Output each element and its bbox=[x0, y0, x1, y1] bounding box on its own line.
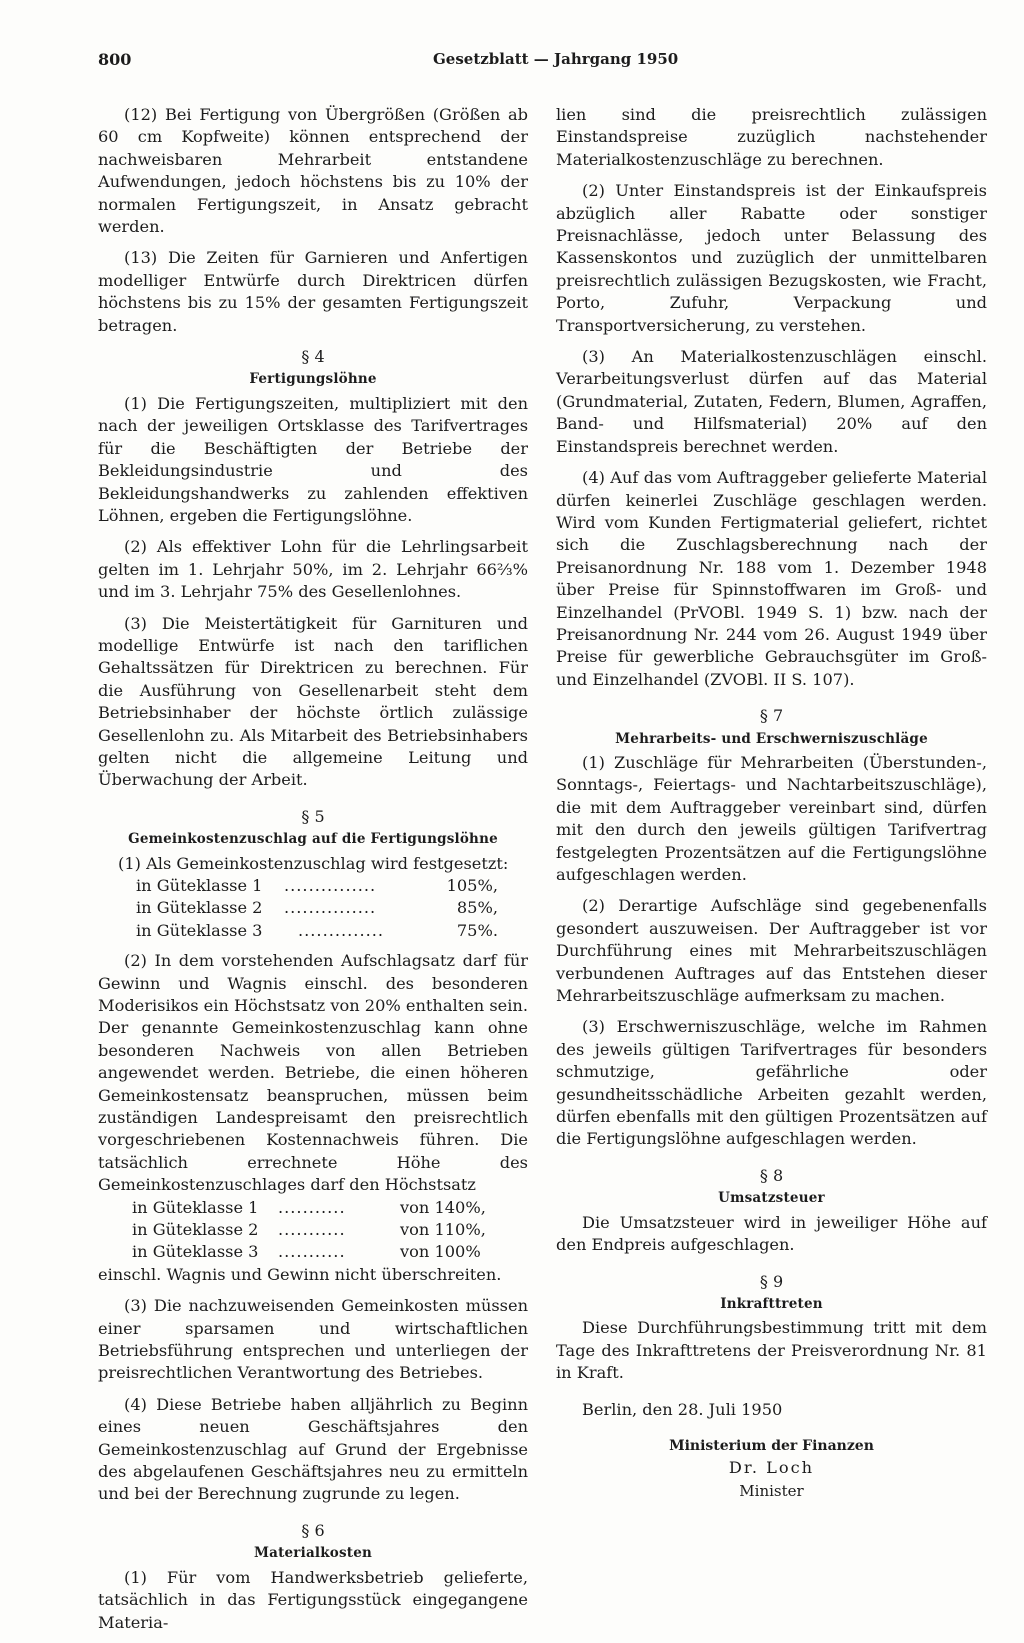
rate-value: 75%. bbox=[456, 920, 498, 940]
rate-row bbox=[98, 920, 528, 942]
rate-label: in Güteklasse 1 bbox=[132, 1197, 259, 1217]
section-5-paragraph-4: (4) Diese Betriebe haben alljährlich zu Beginn eines neuen Geschäftsjahres den Gemeinkostenzuschlag auf Grund der Ergebnisse des abgelaufenen Geschäftsjahres neu zu ermitteln und bei der Berechnung zugrunde zu legen. bbox=[98, 1394, 528, 1504]
section-8-paragraph-1: Die Umsatzsteuer wird in jeweiliger Höhe auf den Endpreis aufgeschlagen. bbox=[556, 1212, 987, 1255]
section-7-heading: Mehrarbeits- und Erschwerniszuschläge bbox=[615, 730, 928, 747]
section-6-paragraph-4: (4) Auf das vom Auftraggeber gelieferte Material dürfen keinerlei Zuschläge geschlagen werden. Wird vom Kunden Fertigmaterial geliefert, richtet sich die Zuschlagsberechnung nach der Preisanordnung Nr. 188 vom 1. Dezember 1948 über Preise für Spinnstoffwaren im Groß- und Einzelhandel (PrVOBl. 1949 S. 1) bzw. nach der Preisanordnung Nr. 244 vom 26. August 1949 über Preise für gewerbliche Gebrauchsgüter im Groß- und Einzelhandel (ZVOBl. II S. 107). bbox=[556, 468, 987, 689]
rate-row bbox=[98, 1219, 528, 1241]
rate-row bbox=[98, 875, 528, 897]
rate-label: in Güteklasse 2 bbox=[132, 1220, 259, 1240]
section-6-paragraph-1-cont: lien sind die preisrechtlich zulässigen Einstandspreise zuzüglich nachstehender Materialkostenzuschläge zu berechnen. bbox=[556, 105, 987, 169]
section-6-paragraph-2: (2) Unter Einstandspreis ist der Einkaufspreis abzüglich aller Rabatte oder sonstiger Preisnachlässe, jedoch unter Belassung des Kassenskontos und zuzüglich der unmittelbaren preisrechtlich zulässigen Bezugskosten, wie Fracht, Porto, Zufuhr, Verpackung und Transportversicherung, zu verstehen. bbox=[556, 181, 987, 335]
section-4-paragraph-3: (3) Die Meistertätigkeit für Garnituren und modellige Entwürfe ist nach den tariflichen Gehaltssätzen für Direktricen zu berechnen. Für die Ausführung von Gesellenarbeit steht dem Betriebsinhaber der höchste örtlich zulässige Gesellenlohn zu. Als Mitarbeit des Betriebsinhabers gelten nicht die allgemeine Leitung und Überwachung der Arbeit. bbox=[98, 613, 528, 790]
rate-value: von 100% bbox=[400, 1242, 481, 1262]
right-column bbox=[556, 104, 987, 1502]
section-4-heading: Fertigungslöhne bbox=[249, 371, 377, 388]
section-5-heading: Gemeinkostenzuschlag auf die Fertigungslöhne bbox=[128, 831, 498, 848]
section-9-paragraph-1: Diese Durchführungsbestimmung tritt mit dem Tage des Inkrafttretens der Preisverordnung Nr. 81 in Kraft. bbox=[556, 1318, 987, 1383]
signatory-role: Minister bbox=[739, 1481, 804, 1500]
rate-leader: ........... bbox=[278, 1197, 346, 1217]
section-9-heading: Inkrafttreten bbox=[720, 1295, 823, 1312]
section-4-paragraph-2: (2) Als effektiver Lohn für die Lehrlingsarbeit gelten im 1. Lehrjahr 50%, im 2. Lehrjahr 66⅔% und im 3. Lehrjahr 75% des Gesellenlohnes. bbox=[98, 537, 528, 602]
left-column bbox=[98, 104, 528, 1643]
rate-label: in Güteklasse 2 bbox=[136, 898, 263, 918]
rate-value: von 110%, bbox=[400, 1220, 486, 1240]
rate-leader: ............... bbox=[284, 876, 377, 895]
section-5-intro: (1) Als Gemeinkostenzuschlag wird festgesetzt: bbox=[118, 853, 509, 873]
section-5-paragraph-2: (2) In dem vorstehenden Aufschlagsatz darf für Gewinn und Wagnis einschl. des besonderen Moderisikos ein Höchstsatz von 20% enthalten sein. Der genannte Gemeinkostenzuschlag kann ohne besonderen Nachweis von allen Betrieben angewendet werden. Betriebe, die einen höheren Gemeinkostensatz beanspruchen, müssen beim zuständigen Landespreisamt den preisrechtlich vorgeschriebenen Kostennachweis führen. Die tatsächlich errechnete Höhe des Gemeinkostenzuschlages darf den Höchstsatz bbox=[98, 951, 528, 1195]
section-6-paragraph-3: (3) An Materialkostenzuschlägen einschl. Verarbeitungsverlust dürfen auf das Material (Grundmaterial, Zutaten, Federn, Blumen, Agraffen, Band- und Hilfsmaterial) 20% auf den Einstandspreis berechnet werden. bbox=[556, 347, 987, 456]
paragraph-12: (12) Bei Fertigung von Übergrößen (Größen ab 60 cm Kopfweite) können entsprechend der nachweisbaren Mehrarbeit entstandene Aufwendungen, jedoch höchstens bis zu 10% der normalen Fertigungszeit, in Ansatz gebracht werden. bbox=[98, 105, 528, 237]
page-header bbox=[98, 50, 986, 76]
rate-label: in Güteklasse 3 bbox=[132, 1242, 259, 1262]
rate-value: von 140%, bbox=[400, 1197, 486, 1217]
rate-value: 105%, bbox=[446, 876, 498, 895]
section-6-paragraph-1-start: (1) Für vom Handwerksbetrieb gelieferte, tatsächlich in das Fertigungsstück eingegangene Materia- bbox=[98, 1567, 528, 1632]
section-6-heading: Materialkosten bbox=[253, 1545, 373, 1562]
page-number: 800 bbox=[98, 50, 132, 69]
section-9-number: § 9 bbox=[759, 1271, 784, 1291]
rate-row bbox=[98, 1197, 528, 1219]
section-6-number: § 6 bbox=[301, 1520, 325, 1540]
rate-leader: .............. bbox=[298, 920, 385, 940]
rate-leader: ............... bbox=[284, 898, 377, 918]
rates-table-2 bbox=[98, 1197, 528, 1264]
section-8-heading: Umsatzsteuer bbox=[718, 1190, 825, 1207]
section-7-paragraph-3: (3) Erschwerniszuschläge, welche im Rahmen des jeweils gültigen Tarifvertrages für besonders schmutzige, gefährliche oder gesundheitsschädliche Arbeiten gezahlt werden, dürfen ebenfalls mit den gültigen Prozentsätzen auf die Fertigungslöhne aufgeschlagen werden. bbox=[556, 1017, 987, 1149]
rate-leader: ........... bbox=[278, 1242, 346, 1262]
place-date: Berlin, den 28. Juli 1950 bbox=[582, 1399, 783, 1419]
rate-leader: ........... bbox=[278, 1220, 346, 1240]
section-5-number: § 5 bbox=[301, 806, 325, 826]
rate-value: 85%, bbox=[456, 898, 498, 918]
rate-row bbox=[98, 1241, 528, 1263]
section-8-number: § 8 bbox=[759, 1165, 784, 1185]
section-5-paragraph-3: (3) Die nachzuweisenden Gemeinkosten müssen einer sparsamen und wirtschaftlichen Betriebsführung entsprechen und unterliegen der preisrechtlichen Verantwortung des Betriebes. bbox=[98, 1296, 528, 1383]
section-4-number: § 4 bbox=[301, 347, 325, 367]
signature-block bbox=[556, 1435, 987, 1502]
section-7-paragraph-2: (2) Derartige Aufschläge sind gegebenenfalls gesondert auszuweisen. Der Auftraggeber ist vor Durchführung eines mit Mehrarbeitszuschlägen verbundenen Auftrages auf das Entstehen dieser Mehrarbeitszuschläge aufmerksam zu machen. bbox=[556, 896, 987, 1006]
journal-title: Gesetzblatt — Jahrgang 1950 bbox=[433, 50, 679, 68]
section-4-paragraph-1: (1) Die Fertigungszeiten, multipliziert mit den nach der jeweiligen Ortsklasse des Tarifvertrages für die Beschäftigten der Betriebe der Bekleidungsindustrie und des Bekleidungshandwerks zu zahlenden effektiven Löhnen, ergeben die Fertigungslöhne. bbox=[98, 393, 528, 525]
rate-label: in Güteklasse 1 bbox=[136, 876, 263, 895]
rates-table-1 bbox=[98, 875, 528, 942]
paragraph-13: (13) Die Zeiten für Garnieren und Anfertigen modelliger Entwürfe durch Direktricen dürfen höchstens bis zu 15% der gesamten Fertigungszeit betragen. bbox=[98, 248, 528, 335]
rate-row bbox=[98, 897, 528, 919]
rate-label: in Güteklasse 3 bbox=[136, 920, 263, 940]
section-7-number: § 7 bbox=[759, 706, 784, 726]
signatory-name: Dr. Loch bbox=[728, 1458, 815, 1478]
section-7-paragraph-1: (1) Zuschläge für Mehrarbeiten (Überstunden-, Sonntags-, Feiertags- und Nachtarbeitszuschläge), die mit dem Auftraggeber vereinbart sind, dürfen mit den durch den jeweils gültigen Tarifvertrag festgelegten Prozentsätzen auf die Fertigungslöhne aufgeschlagen werden. bbox=[556, 752, 987, 884]
ministry-name: Ministerium der Finanzen bbox=[669, 1437, 874, 1454]
section-5-paragraph-2-end: einschl. Wagnis und Gewinn nicht überschreiten. bbox=[98, 1264, 502, 1284]
